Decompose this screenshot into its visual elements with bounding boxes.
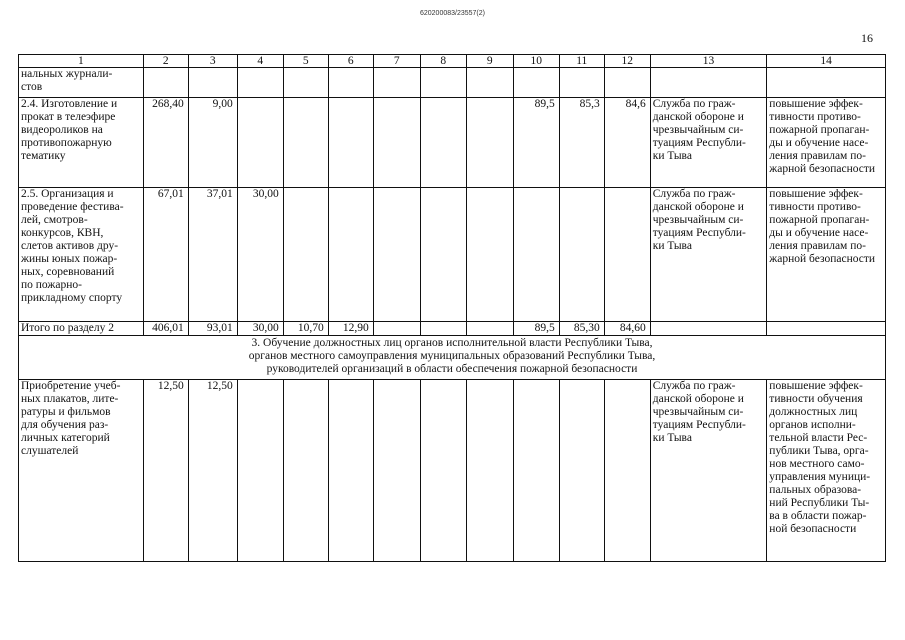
section-title: [19, 336, 886, 380]
section-title-line: органов местного самоуправления муниципальных образований Республики Тыва,: [248, 350, 656, 362]
column-header: 5: [283, 55, 328, 68]
table-cell: [420, 188, 466, 322]
cell-text: 89,5: [534, 322, 555, 334]
table-cell: [328, 322, 373, 336]
table-cell: [237, 98, 283, 188]
table-cell: [604, 188, 650, 322]
cell-text: проведение фестива-: [21, 201, 124, 213]
table-row: [19, 98, 886, 188]
cell-text: Служба по граж-: [652, 380, 736, 392]
table-cell: [604, 68, 650, 98]
table-cell: [767, 68, 886, 98]
table-cell: [188, 68, 237, 98]
table-cell: [283, 68, 328, 98]
table-cell: [466, 98, 513, 188]
table-cell: [283, 188, 328, 322]
table-cell: [650, 380, 767, 562]
cell-text: прокат в телеэфире: [21, 111, 116, 123]
budget-table: [18, 54, 886, 562]
cell-text: ва в области пожар-: [769, 510, 867, 522]
table-cell: [650, 188, 767, 322]
table-cell: [19, 68, 144, 98]
column-header: 7: [373, 55, 420, 68]
cell-text: ки Тыва: [652, 432, 692, 444]
cell-text: пальных образова-: [769, 484, 862, 496]
table-cell: [328, 380, 373, 562]
table-cell: [328, 188, 373, 322]
cell-text: стов: [21, 81, 43, 93]
cell-text: ратуры и фильмов: [21, 406, 111, 418]
cell-text: 30,00: [252, 322, 279, 334]
cell-text: видеороликов на: [21, 124, 103, 136]
cell-text: тивности противо-: [769, 201, 861, 213]
cell-text: 67,01: [157, 188, 184, 200]
table-cell: [283, 98, 328, 188]
section-title-line: руководителей организаций в области обеспечения пожарной безопасности: [266, 363, 638, 375]
cell-text: нальных журнали-: [21, 68, 113, 80]
table-cell: [767, 380, 886, 562]
cell-text: ки Тыва: [652, 150, 692, 162]
cell-text: тивности противо-: [769, 111, 861, 123]
table-cell: [19, 188, 144, 322]
cell-text: 268,40: [152, 98, 184, 110]
cell-text: 12,50: [206, 380, 233, 392]
cell-text: тивности обучения: [769, 393, 863, 405]
cell-text: управления муници-: [769, 471, 871, 483]
table-cell: [373, 322, 420, 336]
cell-text: Служба по граж-: [652, 188, 736, 200]
table-cell: [373, 98, 420, 188]
cell-text: ний Республики Ты-: [769, 497, 870, 509]
table-cell: [283, 380, 328, 562]
table-cell: [373, 380, 420, 562]
cell-text: повышение эффек-: [769, 188, 863, 200]
table-cell: [143, 188, 188, 322]
cell-text: прикладному спорту: [21, 292, 123, 304]
column-header: 13: [650, 55, 767, 68]
column-header: 12: [604, 55, 650, 68]
column-header: 10: [513, 55, 559, 68]
cell-text: жарной безопасности: [769, 163, 876, 175]
cell-text: 10,70: [297, 322, 324, 334]
table-cell: [513, 98, 559, 188]
column-header: 1: [19, 55, 144, 68]
cell-text: 406,01: [152, 322, 184, 334]
table-cell: [767, 98, 886, 188]
cell-text: повышение эффек-: [769, 98, 863, 110]
table-cell: [559, 322, 604, 336]
cell-text: 37,01: [206, 188, 233, 200]
table-cell: [513, 380, 559, 562]
cell-text: Приобретение учеб-: [21, 380, 121, 392]
column-header: 8: [420, 55, 466, 68]
cell-text: ды и обучение насе-: [769, 227, 869, 239]
column-header: 2: [143, 55, 188, 68]
table-cell: [188, 98, 237, 188]
cell-text: конкурсов, КВН,: [21, 227, 104, 239]
cell-text: пожарной пропаган-: [769, 124, 870, 136]
table-cell: [328, 68, 373, 98]
table-cell: [237, 380, 283, 562]
cell-text: 84,6: [625, 98, 646, 110]
cell-text: публики Тыва, орга-: [769, 445, 869, 457]
cell-text: 12,90: [342, 322, 369, 334]
cell-text: жины юных пожар-: [21, 253, 118, 265]
table-cell: [420, 68, 466, 98]
table-row: [19, 68, 886, 98]
column-header: 9: [466, 55, 513, 68]
cell-text: Итого по разделу 2: [21, 322, 115, 334]
cell-text: ной безопасности: [769, 523, 857, 535]
cell-text: данской обороне и: [652, 111, 744, 123]
table-cell: [559, 68, 604, 98]
table-cell: [188, 322, 237, 336]
table-cell: [237, 322, 283, 336]
table-cell: [604, 380, 650, 562]
table-cell: [513, 68, 559, 98]
cell-text: 2.5. Организация и: [21, 188, 114, 200]
page-number: 16: [861, 31, 873, 45]
table-cell: [420, 322, 466, 336]
table-cell: [513, 322, 559, 336]
cell-text: 9,00: [212, 98, 233, 110]
column-header: 14: [767, 55, 886, 68]
cell-text: личных категорий: [21, 432, 110, 444]
cell-text: ды и обучение насе-: [769, 137, 869, 149]
table-cell: [650, 322, 767, 336]
section-title-line: 3. Обучение должностных лиц органов исполнительной власти Республики Тыва,: [251, 337, 653, 349]
cell-text: повышение эффек-: [769, 380, 863, 392]
cell-text: для обучения раз-: [21, 419, 109, 431]
table-cell: [19, 322, 144, 336]
cell-text: жарной безопасности: [769, 253, 876, 265]
table-cell: [143, 68, 188, 98]
cell-text: чрезвычайным си-: [652, 124, 744, 136]
table-cell: [559, 380, 604, 562]
table-row: [19, 188, 886, 322]
column-header: 3: [188, 55, 237, 68]
cell-text: ных плакатов, лите-: [21, 393, 119, 405]
table-cell: [767, 188, 886, 322]
table-cell: [650, 68, 767, 98]
cell-text: Служба по граж-: [652, 98, 736, 110]
table-cell: [143, 380, 188, 562]
table-cell: [19, 98, 144, 188]
cell-text: чрезвычайным си-: [652, 406, 744, 418]
cell-text: туациям Республи-: [652, 419, 746, 431]
table-cell: [328, 98, 373, 188]
table-cell: [143, 322, 188, 336]
table-cell: [466, 68, 513, 98]
cell-text: 12,50: [157, 380, 184, 392]
table-cell: [559, 98, 604, 188]
table-cell: [283, 322, 328, 336]
column-header: 4: [237, 55, 283, 68]
cell-text: ления правилам по-: [769, 150, 866, 162]
table-cell: [513, 188, 559, 322]
cell-text: лей, смотров-: [21, 214, 88, 226]
cell-text: данской обороне и: [652, 201, 744, 213]
cell-text: 85,3: [579, 98, 600, 110]
table-cell: [650, 98, 767, 188]
table-cell: [466, 322, 513, 336]
cell-text: ления правилам по-: [769, 240, 866, 252]
document-id: 620200083/23557(2): [419, 10, 485, 17]
table-cell: [19, 380, 144, 562]
table-cell: [420, 380, 466, 562]
cell-text: органов исполни-: [769, 419, 856, 431]
cell-text: нов местного само-: [769, 458, 865, 470]
section-heading-row: [19, 336, 886, 380]
cell-text: по пожарно-: [21, 279, 82, 291]
cell-text: тематику: [21, 150, 66, 162]
table-cell: [466, 380, 513, 562]
cell-text: 30,00: [252, 188, 279, 200]
column-header: 11: [559, 55, 604, 68]
cell-text: 85,30: [573, 322, 600, 334]
cell-text: должностных лиц: [769, 406, 858, 418]
cell-text: ки Тыва: [652, 240, 692, 252]
table-row: [19, 322, 886, 336]
table-cell: [188, 188, 237, 322]
cell-text: тельной власти Рес-: [769, 432, 868, 444]
table-cell: [767, 322, 886, 336]
table-cell: [237, 68, 283, 98]
table-row: [19, 380, 886, 562]
table-cell: [466, 188, 513, 322]
cell-text: 84,60: [619, 322, 646, 334]
table-cell: [604, 322, 650, 336]
cell-text: 2.4. Изготовление и: [21, 98, 118, 110]
cell-text: 93,01: [206, 322, 233, 334]
cell-text: ных, соревнований: [21, 266, 115, 278]
table-cell: [559, 188, 604, 322]
table-cell: [143, 98, 188, 188]
cell-text: чрезвычайным си-: [652, 214, 744, 226]
table-cell: [237, 188, 283, 322]
table-cell: [188, 380, 237, 562]
cell-text: 89,5: [534, 98, 555, 110]
cell-text: слетов активов дру-: [21, 240, 119, 252]
column-header: 6: [328, 55, 373, 68]
table-cell: [373, 188, 420, 322]
table-cell: [420, 98, 466, 188]
table-cell: [373, 68, 420, 98]
cell-text: данской обороне и: [652, 393, 744, 405]
cell-text: слушателей: [21, 445, 79, 457]
cell-text: туациям Республи-: [652, 137, 746, 149]
table-cell: [604, 98, 650, 188]
cell-text: пожарной пропаган-: [769, 214, 870, 226]
cell-text: противопожарную: [21, 137, 112, 149]
cell-text: туациям Республи-: [652, 227, 746, 239]
header-row: [19, 55, 886, 68]
